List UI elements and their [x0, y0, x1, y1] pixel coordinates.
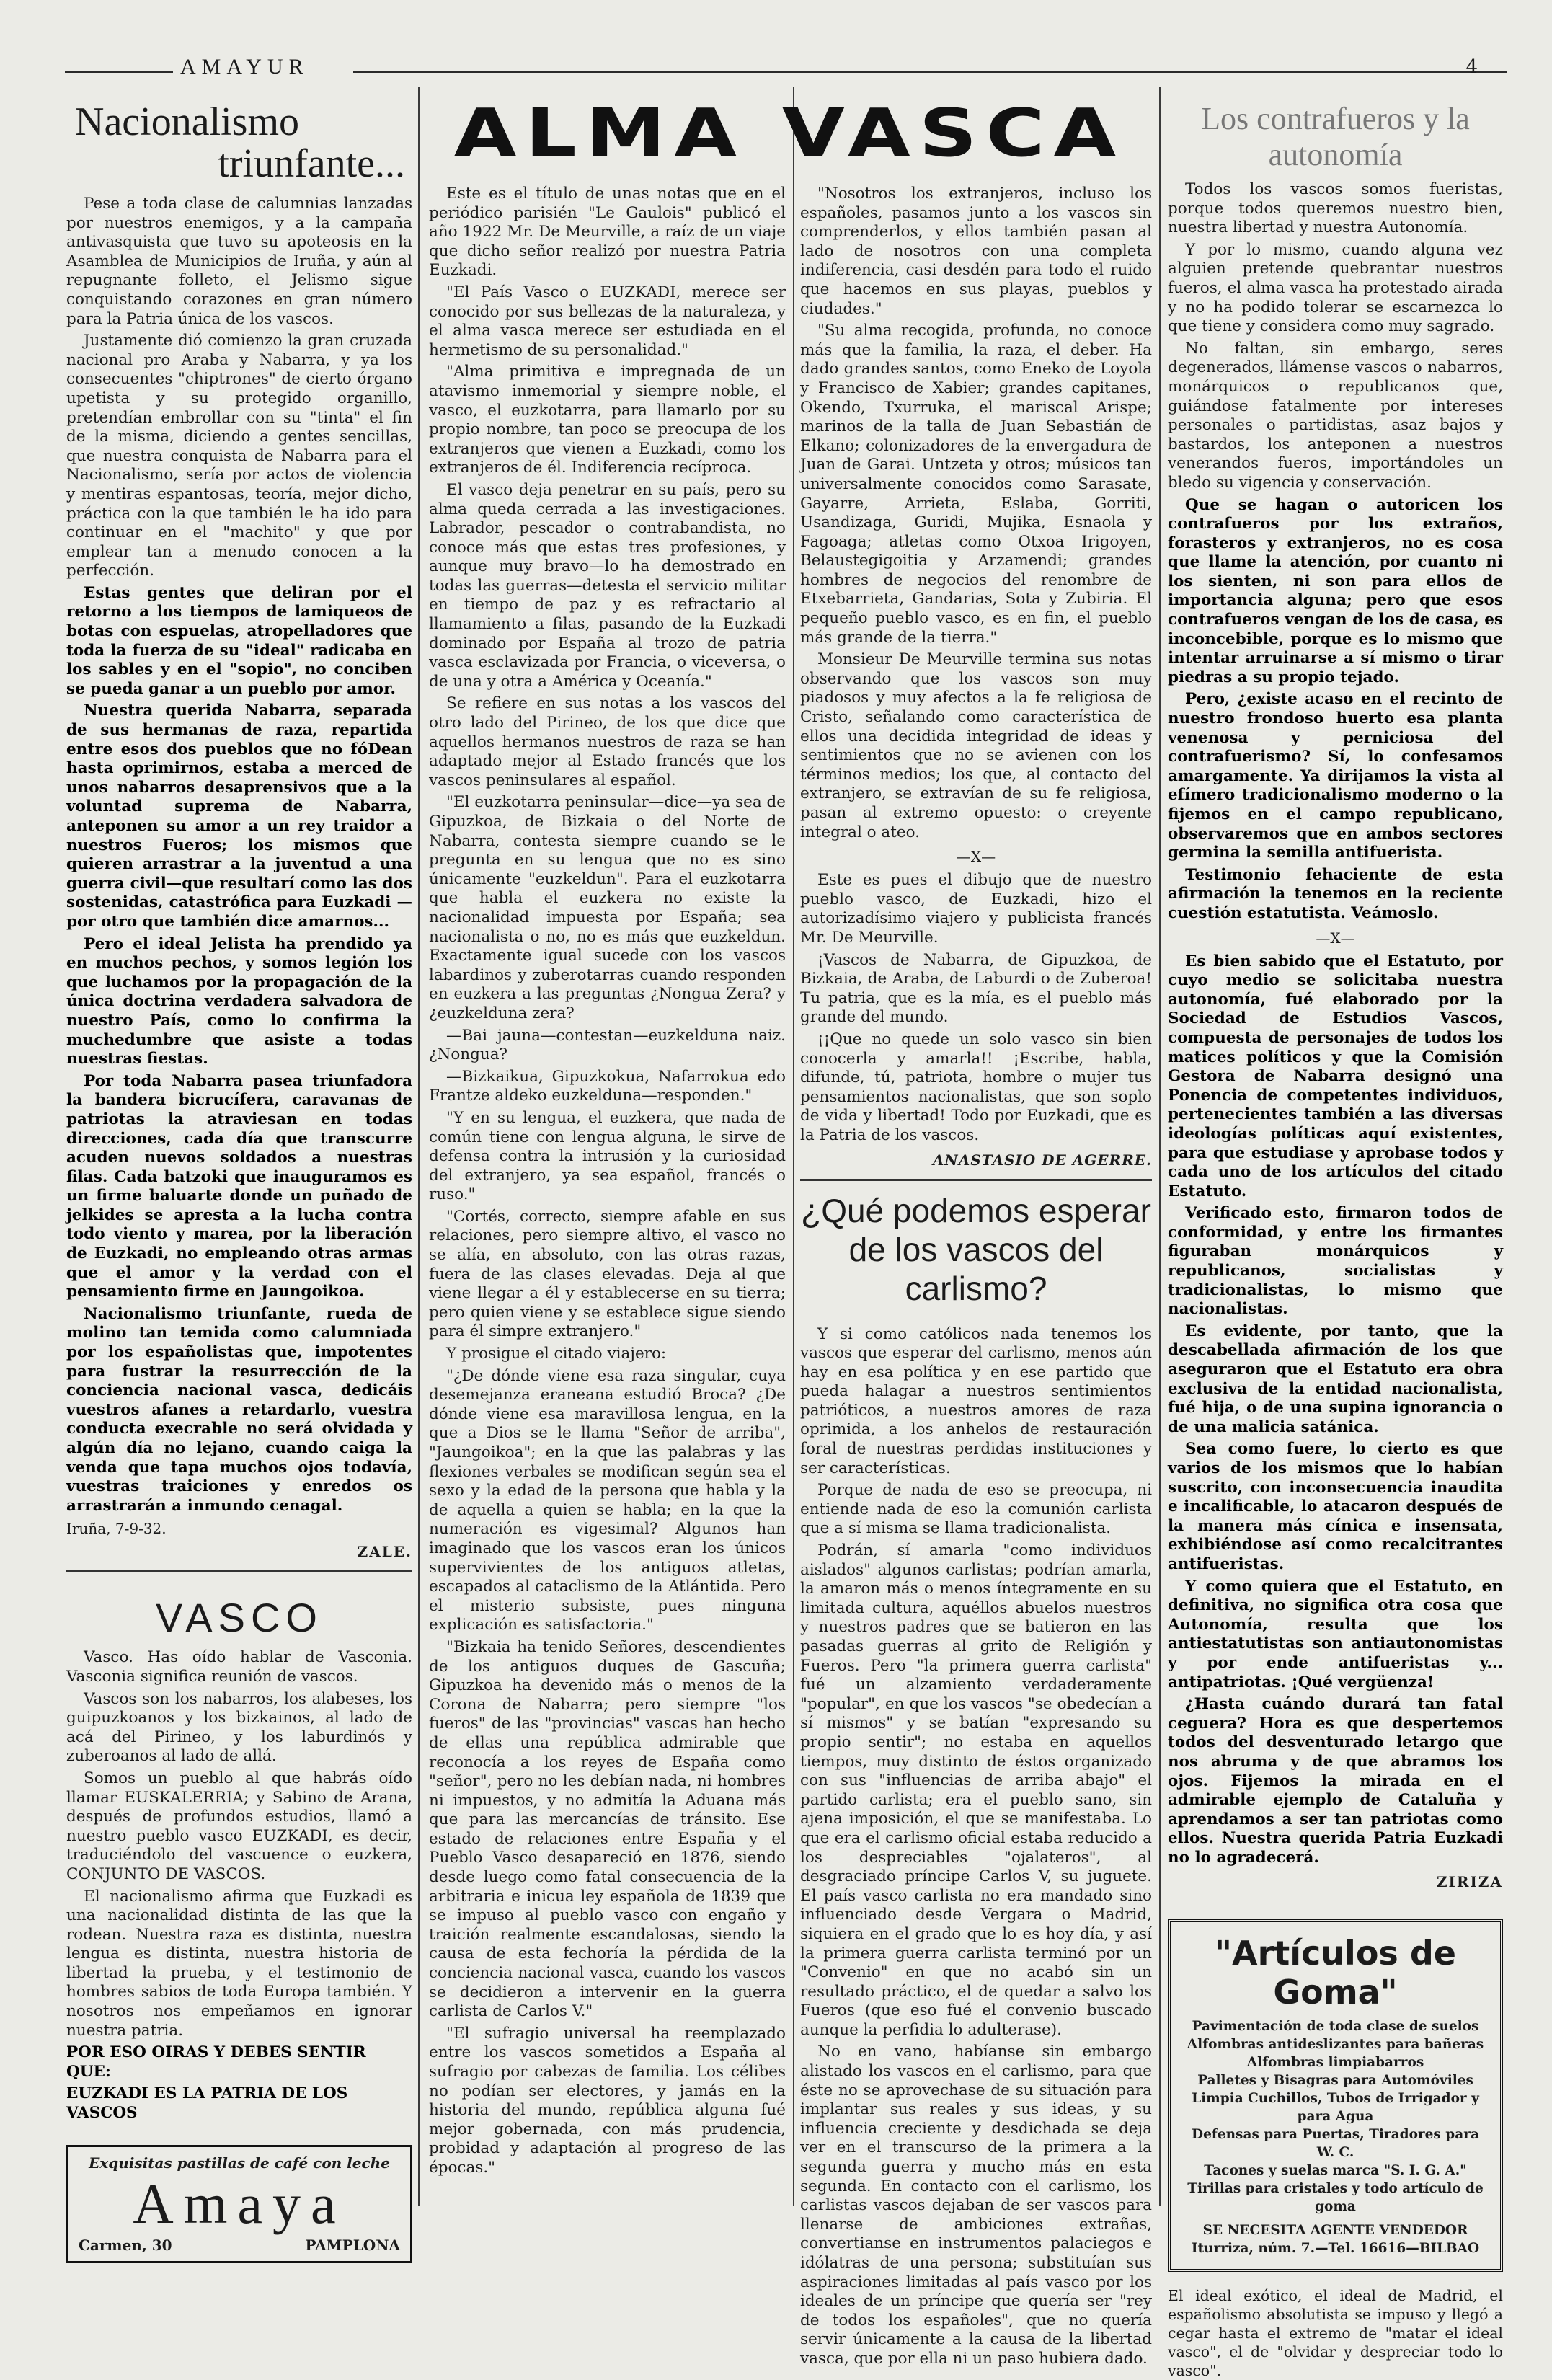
paragraph: Que se hagan o autoricen los contrafueros por los extraños, forasteros y extranjeros, no es cosa que llame la atención, por cuanto ni los sienten, ni son para ellos de importancia alguna; pero que esos contrafueros vengan de los de casa, es inconcebible, porque es lo mismo que intentar arruinarse a sí mismo o tirar piedras a su propio tejado. — [1168, 495, 1503, 686]
paragraph: Justamente dió comienzo la gran cruzada nacional pro Araba y Nabarra, y ya los consecuentes "chiptrones" de cierto órgano upetista y su protegido organillo, pretendían embrollar con su "tinta" el fin de la misma, diciendo a gentes sencillas, que nuestra conquista de Nabarra para el Nacionalismo, sería por actos de violencia y mentiras espantosas, teoría, mejor dicho, práctica con la que también le ha ido para continuar en el "machito" y que por emplear tan a menudo conocen a la perfección. — [66, 332, 412, 580]
headline-line-1: Nacionalismo — [75, 99, 300, 144]
paragraph: Todos los vascos somos fueristas, porque todos queremos nuestro bien, nuestra libertad y nuestra Autonomía. — [1168, 180, 1503, 237]
column-1 — [66, 101, 412, 2263]
paragraph: ¡¡Que no quede un solo vasco sin bien conocerla y amarla!! ¡Escribe, habla, difunde, tú, patriota, hombre o mujer tus pensamientos nacionalistas, que son soplo de vida y libertad! Todo por Euzkadi, que es la Patria de los vascos. — [800, 1030, 1152, 1144]
column-4 — [1168, 101, 1503, 2380]
advert-goma-line: SE NECESITA AGENTE VENDEDOR — [1202, 2223, 1468, 2239]
paragraph: Y como quiera que el Estatuto, en definitiva, no significa otra cosa que Autonomía, resulta que los antiestatutistas son antiautonomistas y por ende antifueristas y... antipatriotas. ¡Qué vergüenza! — [1168, 1577, 1503, 1691]
paragraph: Testimonio fehaciente de esta afirmación la tenemos en la reciente cuestión estatutista. Veámoslo. — [1168, 865, 1503, 922]
paragraph: Y si como católicos nada tenemos los vascos que esperar del carlismo, menos aún hay en esa política y en ese partido que pueda halagar a nuestros sentimientos patrióticos, a nuestros amores de raza oprimida, a los anhelos de restauración foral de nuestras perdidas instituciones y ser características. — [800, 1324, 1152, 1477]
masthead — [65, 55, 1514, 84]
paragraph: Nuestra querida Nabarra, separada de sus hermanas de raza, repartida entre esos dos pueblos que no fóDean hasta oprimirnos, estaba a merced de unos nabarros desaprensivos que a la voluntad suprema de Nabarra, anteponen su amor a un rey traidor a nuestros Fueros; los mismos que quieren arrastrar a la juventud a una guerra civil—que resultarí como las dos sostenidas, catastrófica para Euzkadi — por otro que también dice amarnos... — [66, 702, 412, 931]
column-rule-2 — [793, 87, 794, 2206]
column-rule-1 — [418, 87, 420, 2206]
advert-amaya — [66, 2145, 412, 2263]
closing-line-2: EUZKADI ES LA PATRIA DE LOS VASCOS — [66, 2084, 348, 2123]
divider — [800, 1179, 1152, 1181]
paragraph: Somos un pueblo al que habrás oído llamar EUSKALERRIA; y Sabino de Arana, después de profundos estudios, llamó a nuestro pueblo vasco EUZKADI, es decir, traduciéndolo del vascuence o euzkera, CONJUNTO DE VASCOS. — [66, 1769, 412, 1883]
advert-goma-line: Limpia Cuchillos, Tubos de Irrigador y para Agua — [1192, 2091, 1479, 2125]
advert-goma-line: Tacones y suelas marca "S. I. G. A." — [1204, 2163, 1467, 2179]
headline-line-2: triunfante... — [218, 141, 405, 186]
signature-ziriza: ZIRIZA — [1436, 1873, 1503, 1891]
paragraph: —Bizkaikua, Gipuzkokua, Nafarrokua edo Frantze aldeko euzkelduna—responden." — [429, 1067, 786, 1105]
paragraph: Pero el ideal Jelista ha prendido ya en muchos pechos, y somos legión los que luchamos por la propagación de la única doctrina verdadera salvadora de nuestro País, como lo confirma la muchedumbre que asiste a todas nuestras fiestas. — [66, 934, 412, 1069]
headline-nacionalismo — [66, 101, 412, 185]
paragraph: Se refiere en sus notas a los vascos del otro lado del Pirineo, de los que dice que aquellos hermanos nuestros de raza se han adaptado mejor al Estado francés que los vascos peninsulares al español. — [429, 694, 786, 789]
paragraph: ¡Vascos de Nabarra, de Gipuzkoa, de Bizkaia, de Araba, de Laburdi o de Zuberoa! Tu patria, que es la mía, es el pueblo más grande del mundo. — [800, 950, 1152, 1027]
headline-que-podemos: ¿Qué podemos esperar de los vascos del carlismo? — [801, 1191, 1151, 1307]
paragraph: El vasco deja penetrar en su país, pero su alma queda cerrada a las investigaciones. Labrador, pescador o contrabandista, no conoce más que estas tres profesiones, y aunque muy bravo—lo ha demostrado en todas las guerras—detesta el servicio militar en tiempo de paz y es refractario al llamamiento a filas, pasando de la Euzkadi dominado por España al trozo de patria vasca esclavizada por Francia, o viceversa, o de una y otra a América y Oceanía." — [429, 480, 786, 691]
paragraph: No en vano, habíanse sin embargo alistado los vascos en el carlismo, para que éste no se aprovechase de su situación para implantar sus reales y sus ideas, y su influencia creciente y desdichada se deja ver en el transcurso de la primera a la segunda guerra y mucho más en esta segunda. En contacto con el carlismo, los carlistas vascos dejaban de ser vascos para llenarse de ambiciones extrañas, convertianse en instrumentos palaciegos e idólatras de una persona; substituían sus aspiraciones limitadas al país vasco por los ideales de un príncipe que quería ser "rey de todos los españoles", que no quería servir únicamente a la causa de la libertad vasca, que por ella ni un paso hubiera dado. — [800, 2043, 1152, 2368]
advert-amaya-city: PAMPLONA — [305, 2236, 400, 2254]
masthead-name: AMAYUR — [180, 55, 309, 79]
advert-articulos-de-goma — [1168, 1919, 1503, 2272]
separator: —X— — [1316, 929, 1355, 947]
advert-goma-line: Alfombras limpiabarros — [1246, 2055, 1424, 2071]
headline-vasco: VASCO — [156, 1595, 323, 1641]
advert-goma-line: Pavimentación de toda clase de suelos — [1192, 2019, 1479, 2035]
paragraph: "El euzkotarra peninsular—dice—ya sea de Gipuzkoa, de Bizkaia o del Norte de Nabarra, contesta siempre cuando se le pregunta en su lengua que no es sino únicamente "euzkeldun". Para el euzkotarra que habla el euzkera no existe la nacionalidad impuesta por España; sea nacionalista o no, no es más que euzkeldun. Exactamente igual sucede con los vascos labardinos y zuberotarras cuando responden en euzkera a las preguntas ¿Nongua Zera? y ¿euzkelduna zera? — [429, 793, 786, 1022]
paragraph: Verificado esto, firmaron todos de conformidad, y entre los firmantes figuraban monárquicos y republicanos, socialistas y tradicionalistas, lo mismo que nacionalistas. — [1168, 1204, 1503, 1319]
column-3 — [800, 185, 1152, 2372]
divider — [66, 1570, 412, 1572]
paragraph: "El País Vasco o EUZKADI, merece ser conocido por sus bellezas de la naturaleza, y el alma vasca merece ser estudiada en el hermetismo de su personalidad." — [429, 283, 786, 359]
signature-zale: ZALE. — [357, 1543, 412, 1561]
paragraph: El nacionalismo afirma que Euzkadi es una nacionalidad distinta de las que la rodean. Nuestra raza es distinta, nuestra lengua es distinta, nuestra historia de libertad la prueba, y el testimonio de hombres sabios de toda Europa también. Y nosotros nos empeñamos en ignorar nuestra patria. — [66, 1887, 412, 2040]
closing-line-1: POR ESO OIRAS Y DEBES SENTIR QUE: — [66, 2043, 366, 2081]
paragraph: Porque de nada de eso se preocupa, ni entiende nada de eso la comunión carlista que a sí misma se llama tradicionalista. — [800, 1481, 1152, 1538]
article-alma-vasca-body — [429, 185, 786, 2178]
column-rule-3 — [1159, 87, 1161, 2206]
advert-amaya-brand: Amaya — [133, 2172, 346, 2235]
column-2-3-top — [429, 94, 1150, 177]
advert-goma-title: "Artículos de Goma" — [1215, 1934, 1456, 2012]
advert-amaya-footer — [79, 2237, 400, 2254]
paragraph: "Bizkaia ha tenido Señores, descendientes de los antiguos duques de Gascuña; Gipuzkoa ha devenido más o menos de la Corona de Nabarra; pero siempre "los fueros" de las "provincias" vascas han hecho de ellas una república admirable que reconocía a los reyes de España como "señor", pero no les debían nada, ni hombres ni impuestos, y no admitía la Aduana más que para las mercancías de tránsito. Ese estado de relaciones entre España y el Pueblo Vasco desapareció en 1876, siendo desde luego como fatal consecuencia de la arbitraria e inicua ley española de 1839 que se impuso al pueblo vasco con engaño y traición realmente escandalosas, siendo la causa de esta fechoría la pérdida de la conciencia nacional vasca, cuando los vascos se decidieron a intervenir en la guerra carlista de Carlos V." — [429, 1637, 786, 2021]
paragraph: Monsieur De Meurville termina sus notas observando que los vascos son muy piadosos y muy afectos a la fe religiosa de Cristo, señalando como característica de ellos una decidida integridad de ideas y sentimientos que no se avienen con los términos medios; los que, al contacto del extranjero, se extravían de su fe religiosa, pasan al extremo opuesto: o creyente integral o ateo. — [800, 650, 1152, 841]
paragraph: Es evidente, por tanto, que la descabellada afirmación de los que aseguraron que el Estatuto era obra exclusiva de la entidad nacionalista, fué hija, o de una supina ignorancia o de una malicia satánica. — [1168, 1322, 1503, 1436]
masthead-rule-left — [65, 71, 173, 73]
dateline: Iruña, 7-9-32. — [66, 1520, 167, 1538]
paragraph: Sea como fuere, lo cierto es que varios de los mismos que lo habían suscrito, con inconsecuencia inaudita e incalificable, lo atacaron después de la manera más cínica e insensata, exhibiéndose así como recalcitrantes antifueristas. — [1168, 1440, 1503, 1573]
paragraph: "Y en su lengua, el euzkera, que nada de común tiene con lengua alguna, le sirve de defensa contra la intrusión y la curiosidad del extranjero, ya sea español, francés o ruso." — [429, 1108, 786, 1204]
article-carlismo-body — [800, 1325, 1152, 2369]
headline-alma-vasca: ALMA VASCA — [453, 94, 1125, 172]
paragraph: "Alma primitiva e impregnada de un atavismo inmemorial y siempre noble, el vasco, el euzkotarra, para llamarlo por su propio nombre, tan poco se preocupa de los extranjeros que vienen a Euzkadi, como los extranjeros de él. Indiferencia recíproca. — [429, 363, 786, 477]
advert-goma-line: Alfombras antideslizantes para bañeras — [1187, 2037, 1484, 2053]
paragraph: Este es pues el dibujo que de nuestro pueblo vasco, de Euzkadi, hizo el autorizadísimo viajero y publicista francés Mr. De Meurville. — [800, 871, 1152, 947]
advert-goma-line: Iturriza, núm. 7.—Tel. 16616—BILBAO — [1191, 2241, 1480, 2257]
column-2 — [429, 185, 786, 2181]
paragraph: Vascos son los nabarros, los alabeses, los guipuzkoanos y los bizkainos, al lado de acá del Pirineo, y los laburdinós y zuberoanos al lado de allá. — [66, 1689, 412, 1766]
paragraph: Podrán, sí amarla "como individuos aislados" algunos carlistas; podrían amarla, la amaron más o menos íntegramente en su limitada cultura, aquéllos abuelos nuestros y nuestros padres que se batieron en las pasadas guerras al grito de Religión y Fueros. Pero "la primera guerra carlista" fué un alzamiento verdaderamente "popular", en que los vascos "se obedecían a sí mismos" y se batían "expresando su propio sentir"; no estaba en aquellos tiempos, muy distinto de éstos organizado con sus "influencias de arriba abajo" el partido carlista; era el pueblo sano, sin ajena imposición, el que se manifestaba. Lo que era el carlismo oficial estaba reducido a los despreciables "ojalateros", al desgraciado príncipe Carlos V, su juguete. El país vasco carlista no era mandado sino influenciado desde Vergara o Madrid, siquiera en el grado que lo es hoy día, y así la primera guerra carlista terminó por un "Convenio" en que no acabó sin un resultado práctico, el de quedar a salvo los Fueros (que eso fué el convenio buscado aunque la perfidia lo adulterase). — [800, 1541, 1152, 2039]
paragraph: Es bien sabido que el Estatuto, por cuyo medio se solicitaba nuestra autonomía, fué elaborado por la Sociedad de Estudios Vascos, compuesta de personajes de todos los matices políticos y que la Comisión Gestora de Nabarra designó una Ponencia de competentes individuos, pertenecientes también a las diversas ideologías políticas aquí existentes, para que estudiase y aprobase todos y cada uno de los artículos del citado Estatuto. — [1168, 952, 1503, 1200]
paragraph: "¿De dónde viene esa raza singular, cuya desemejanza eraneana estudió Broca? ¿De dónde viene esa maravillosa lengua, en la que a Dios se le llama "Señor de arriba", "Jaungoikoa"; en la que las palabras y las flexiones verbales se modifican según sea el sexo y la edad de la persona que habla y la de aquella a quien se habla; en la que la numeración es vigesimal? Algunos han imaginado que los vascos eran los únicos supervivientes de los antiguos atletas, escapados al cataclismo de la Atlántida. Pero el misterio subsiste, pues ninguna explicación es satisfactoria." — [429, 1366, 786, 1634]
paragraph: Por toda Nabarra pasea triunfadora la bandera bicrucífera, caravanas de patriotas la atraviesan en todas direcciones, cada día que transcurre acuden nuevos soldados a nuestras filas. Cada batzoki que inauguramos es un firme baluarte donde un puñado de jelkides se apresta a la lucha contra todo viento y marea, por la liberación de Euzkadi, no empleando otras armas que el amor y la verdad con el pensamiento firme en Jaungoikoa. — [66, 1071, 412, 1301]
paragraph: Y por lo mismo, cuando alguna vez alguien pretende quebrantar nuestros fueros, el alma vasca ha protestado airada y no ha podido tolerar se escarnezca lo que tiene y considera como muy sagrado. — [1168, 240, 1503, 336]
page-number: 4 — [1465, 56, 1478, 78]
paragraph: —Bai jauna—contestan—euzkelduna naiz. ¿Nongua? — [429, 1026, 786, 1064]
masthead-rule-right — [353, 71, 1507, 73]
separator: —X— — [956, 848, 996, 866]
paragraph: Este es el título de unas notas que en el periódico parisién "Le Gaulois" publicó el año 1922 Mr. De Meurville, a raíz de un viaje que dicho señor realizó por nuestra Patria Euzkadi. — [429, 185, 786, 280]
article-carlismo-footer: El ideal exótico, el ideal de Madrid, el españolismo absolutista se impuso y llegó a cegar hasta el extremo de "matar el ideal vasco", el de "olvidar y despreciar todo lo vasco". — [1168, 2287, 1503, 2380]
advert-goma-line: Palletes y Bisagras para Automóviles — [1197, 2073, 1473, 2089]
paragraph: Pero, ¿existe acaso en el recinto de nuestro frondoso huerto esa planta venenosa y perniciosa del contrafuerismo? Sí, lo confesamos amargamente. Ya dirijamos la vista al efímero tradicionalismo moderno o la fijemos en el campo republicano, observaremos que en ambos sectores germina la semilla antifuerista. — [1168, 690, 1503, 862]
paragraph: Nacionalismo triunfante, rueda de molino tan temida como calumniada por los españolistas que, impotentes para fustrar la resurrección de la conciencia nacional vasca, dedicáis vuestros afanes a retardarlo, vuestra conducta execrable no será olvidada y algún día no lejano, cuando caiga la venda que tapa muchos ojos todavía, vuestras traiciones y enredos os arrastrarán a inmundo cenagal. — [66, 1304, 412, 1515]
advert-goma-line: Defensas para Puertas, Tiradores para W. C. — [1192, 2127, 1479, 2161]
article-contrafueros-body — [1168, 180, 1503, 1890]
paragraph: ¿Hasta cuándo durará tan fatal ceguera? Hora es que despertemos todos del desventurado letargo que nos abruma y de que abramos los ojos. Fijemos la mirada en el admirable ejemplo de Cataluña y aprendamos a ser tan patriotas como ellos. Nuestra querida Patria Euzkadi no lo agradecerá. — [1168, 1695, 1503, 1867]
headline-contrafueros: Los contrafueros y la autonomía — [1201, 101, 1470, 172]
article-vasco-body — [66, 1648, 412, 2123]
paragraph: "Cortés, correcto, siempre afable en sus relaciones, pero siempre altivo, el vasco no se alía, en absoluto, con las otras razas, fuera de las clases elevadas. Deja al que viene llegar a él y establecerse en su tierra; pero quien viene y se establece sigue siendo para él simpre extranjero." — [429, 1207, 786, 1341]
paragraph: Pese a toda clase de calumnias lanzadas por nuestros enemigos, y a la campaña antivasquista que tuvo su apoteosis en la Asamblea de Municipios de Iruña, y aún al repugnante folleto, el Jelismo sigue conquistando corazones en gran número para la Patria única de los vascos. — [66, 195, 412, 328]
paragraph: Vasco. Has oído hablar de Vasconia. Vasconia significa reunión de vascos. — [66, 1648, 412, 1686]
paragraph: "El sufragio universal ha reemplazado entre los vascos sometidos a España al sufragio por cabezas de familia. Los célibes no podían ser electores, y jamás en la historia del mundo, república alguna fué mejor gobernada, con más prudencia, probidad y adaptación al progreso de las épocas." — [429, 2024, 786, 2177]
signature-agerre: ANASTASIO DE AGERRE. — [932, 1151, 1152, 1169]
paragraph: Estas gentes que deliran por el retorno a los tiempos de lamiqueos de botas con espuelas, atropelladores que toda la fuerza de su "ideal" radicaba en los sables y en el "sopio", no conciben se pueda ganar a un pueblo por amor. — [66, 583, 412, 698]
article-nacionalismo-body — [66, 195, 412, 1560]
advert-goma-line: Tirillas para cristales y todo artículo de goma — [1187, 2181, 1484, 2215]
article-alma-vasca-continued — [800, 185, 1152, 1169]
paragraph: Y prosigue el citado viajero: — [446, 1345, 667, 1363]
advert-amaya-address: Carmen, 30 — [79, 2236, 172, 2254]
paragraph: No faltan, sin embargo, seres degenerados, llámense vascos o nabarros, monárquicos o republicanos que, guiándose fatalmente por intereses personales o partidistas, asaz bajos y bastardos, los anteponen a nuestros venerandos fueros, importándoles un bledo su vigencia y conservación. — [1168, 339, 1503, 492]
advert-amaya-tagline: Exquisitas pastillas de café con leche — [89, 2154, 390, 2172]
paragraph: "Su alma recogida, profunda, no conoce más que la familia, la raza, el deber. Ha dado grandes santos, como Eneko de Loyola y Francisco de Xabier; grandes capitanes, Okendo, Txurruka, el mariscal Arispe; marinos de la talla de Juan Sebastián de Elkano; colonizadores de la envergadura de Juan de Garai. Untzeta y otros; músicos tan universalmente conocidos como Sarasate, Gayarre, Arrieta, Eslaba, Gorriti, Usandizaga, Guridi, Mujika, Esnaola y Fagoaga; atletas como Otxoa Irigoyen, Belaustegigoitia y Arzamendi; grandes hombres de negocios del renombre de Etxebarrieta, Gandarias, Sota y Zubiria. El pequeño pueblo vasco, es en fin, el pueblo más grande de la tierra." — [800, 322, 1152, 647]
paragraph: "Nosotros los extranjeros, incluso los españoles, pasamos junto a los vascos sin comprenderlos, y ellos también pasan al lado de nosotros con una completa indiferencia, casi desdén para todo el ruido que hacemos en sus playas, pueblos y ciudades." — [800, 185, 1152, 318]
